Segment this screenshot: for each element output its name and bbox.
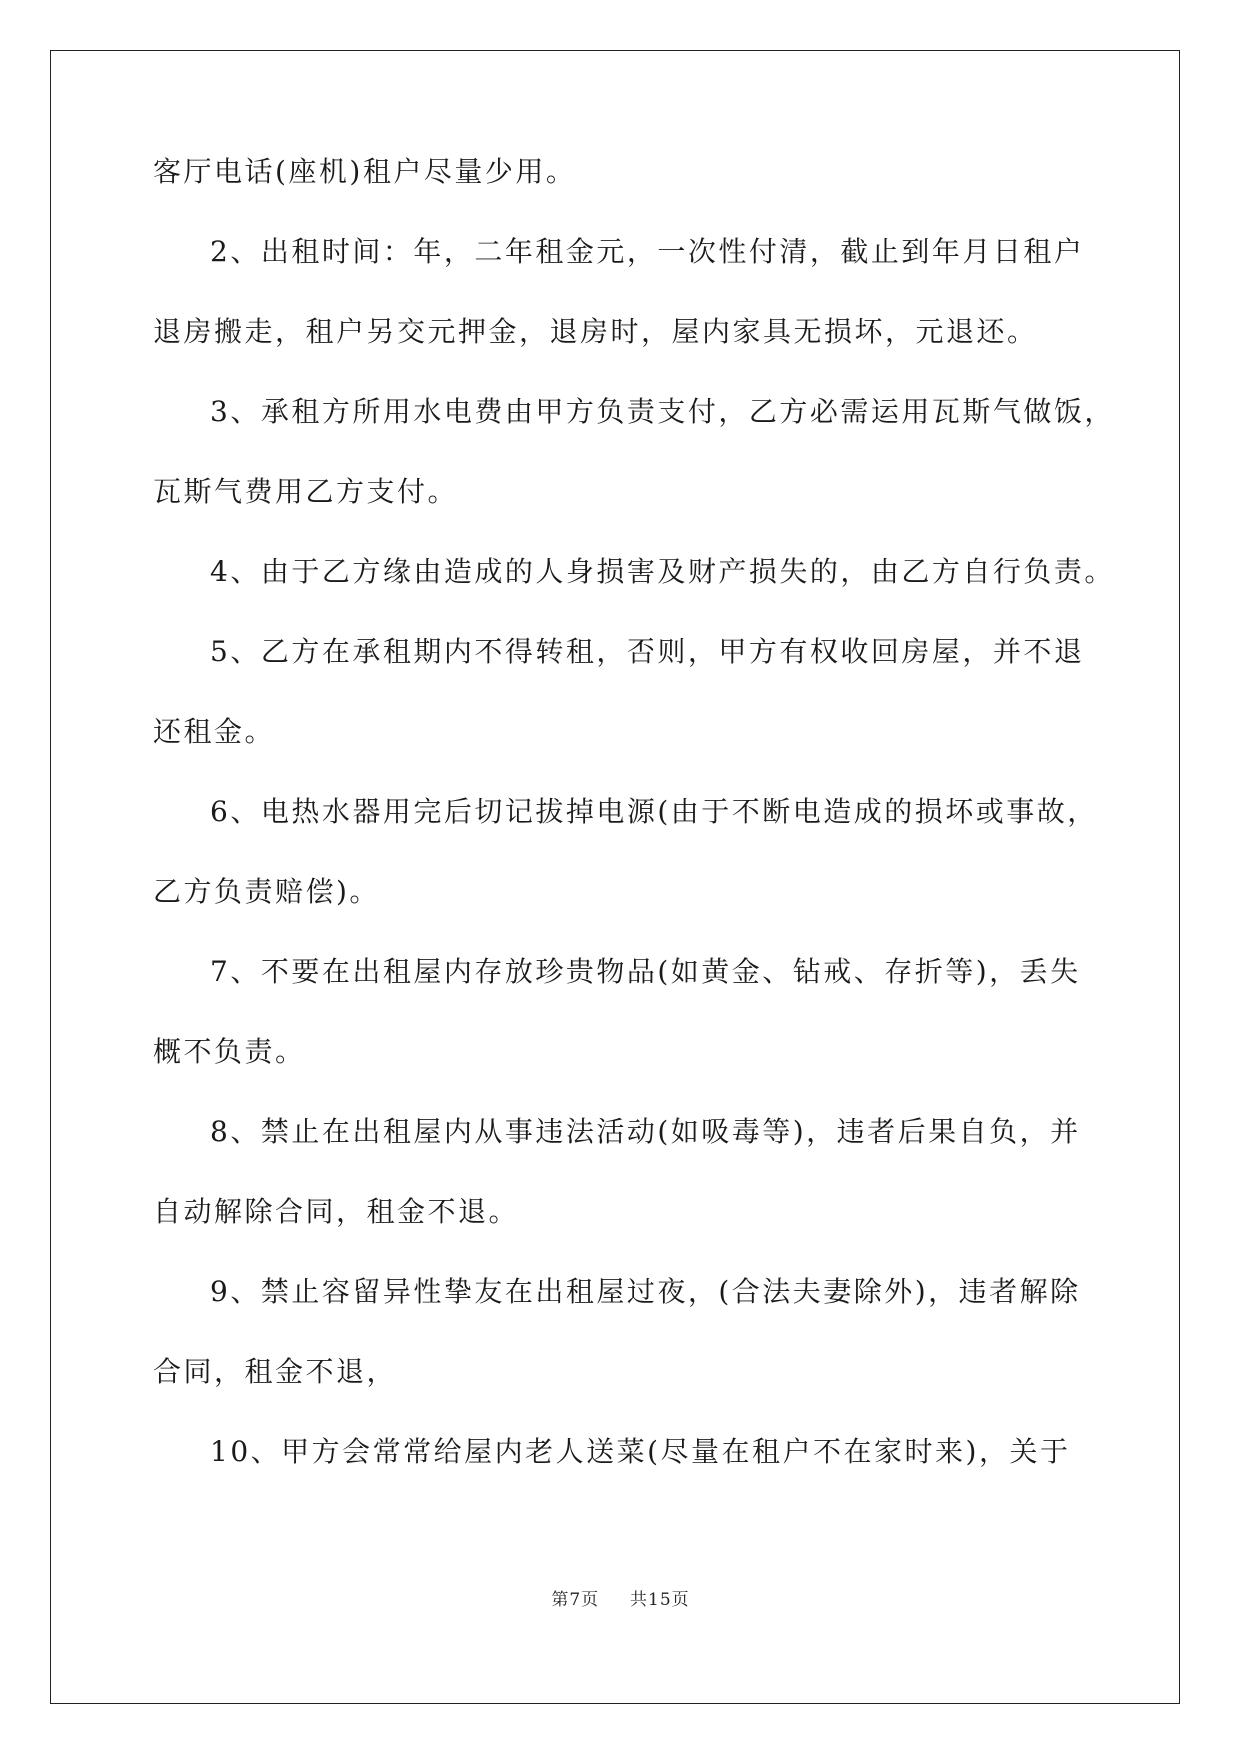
text-line: 退房搬走，租户另交元押金，退房时，屋内家具无损坏，元退还。: [153, 315, 1038, 348]
text-line: 9、禁止容留异性挚友在出租屋过夜，(合法夫妻除外)，违者解除: [210, 1275, 1081, 1308]
page-footer: [0, 1585, 1241, 1610]
text-line: 3、承租方所用水电费由甲方负责支付，乙方必需运用瓦斯气做饭，: [210, 395, 1115, 428]
text-line: 6、电热水器用完后切记拔掉电源(由于不断电造成的损坏或事故，: [210, 795, 1098, 828]
text-line: 2、出租时间：年，二年租金元，一次性付清，截止到年月日租户: [210, 235, 1085, 268]
text-line: 概不负责。: [153, 1035, 306, 1068]
page-total: 共15页: [630, 1590, 690, 1610]
text-line: 4、由于乙方缘由造成的人身损害及财产损失的，由乙方自行负责。: [210, 555, 1115, 588]
text-line: 乙方负责赔偿)。: [153, 875, 380, 908]
text-line: 8、禁止在出租屋内从事违法活动(如吸毒等)，违者后果自负，并: [210, 1115, 1081, 1148]
page-number: 第7页: [551, 1590, 600, 1610]
text-line: 还租金。: [153, 715, 276, 748]
text-line: 客厅电话(座机)租户尽量少用。: [153, 155, 577, 188]
text-line: 合同，租金不退，: [153, 1355, 398, 1388]
text-line: 5、乙方在承租期内不得转租，否则，甲方有权收回房屋，并不退: [210, 635, 1085, 668]
text-line: 7、不要在出租屋内存放珍贵物品(如黄金、钻戒、存折等)，丢失: [210, 955, 1081, 988]
text-line: 自动解除合同，租金不退。: [153, 1195, 520, 1228]
text-line: 瓦斯气费用乙方支付。: [153, 475, 459, 508]
text-line: 10、甲方会常常给屋内老人送菜(尽量在租户不在家时来)，关于: [210, 1435, 1071, 1468]
